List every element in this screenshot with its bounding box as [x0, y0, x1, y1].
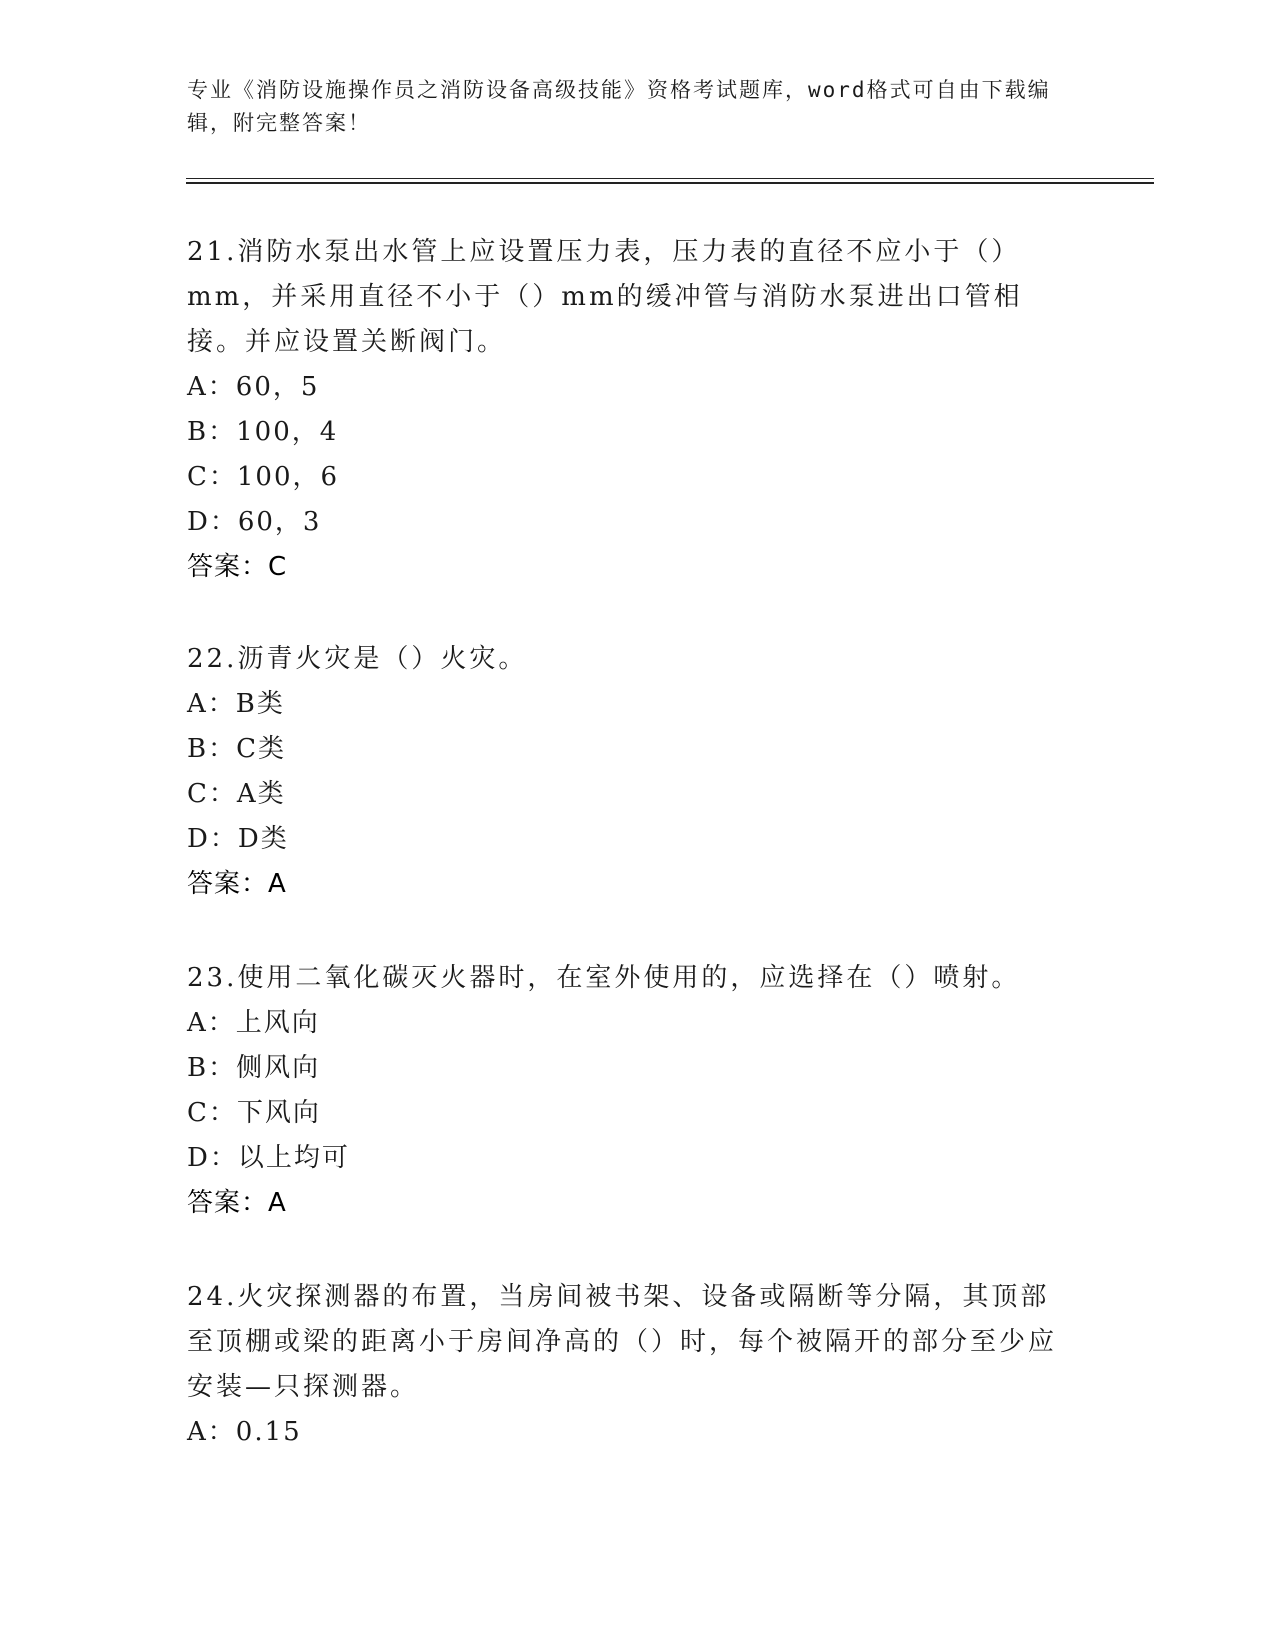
option-a: A：上风向 [187, 1008, 320, 1038]
option-a: A：B类 [187, 689, 285, 719]
question-stem: 24.火灾探测器的布置，当房间被书架、设备或隔断等分隔，其顶部至顶棚或梁的距离小于房间净高的（）时，每个被隔开的部分至少应安装—只探测器。 [187, 1282, 1058, 1402]
question-stem: 21.消防水泵出水管上应设置压力表，压力表的直径不应小于（）mm，并采用直径不小于（）mm的缓冲管与消防水泵进出口管相接。并应设置关断阀门。 [187, 237, 1023, 357]
option-b: B：侧风向 [187, 1053, 321, 1083]
answer-line: 答案：A [187, 869, 287, 899]
option-c: C：100，6 [187, 462, 340, 492]
option-d: D：D类 [187, 824, 289, 854]
header-divider-thick [186, 182, 1154, 184]
question-21 [187, 230, 1067, 590]
document-header: 专业《消防设施操作员之消防设备高级技能》资格考试题库，word格式可自由下载编辑，附完整答案！ [187, 78, 1051, 135]
option-c: C：A类 [187, 779, 286, 809]
option-d: D：60，3 [187, 507, 322, 537]
option-c: C：下风向 [187, 1098, 321, 1128]
option-a: A：0.15 [187, 1417, 302, 1447]
header-divider-thin [186, 178, 1154, 179]
question-23 [187, 956, 1067, 1226]
option-b: B：C类 [187, 734, 287, 764]
question-24 [187, 1275, 1067, 1455]
question-stem: 22.沥青火灾是（）火灾。 [187, 644, 528, 674]
question-22 [187, 637, 1067, 907]
answer-line: 答案：A [187, 1188, 287, 1218]
answer-line: 答案：C [187, 552, 288, 582]
option-d: D：以上均可 [187, 1143, 350, 1173]
question-stem: 23.使用二氧化碳灭火器时，在室外使用的，应选择在（）喷射。 [187, 963, 1021, 993]
option-b: B：100，4 [187, 417, 339, 447]
option-a: A：60，5 [187, 372, 320, 402]
